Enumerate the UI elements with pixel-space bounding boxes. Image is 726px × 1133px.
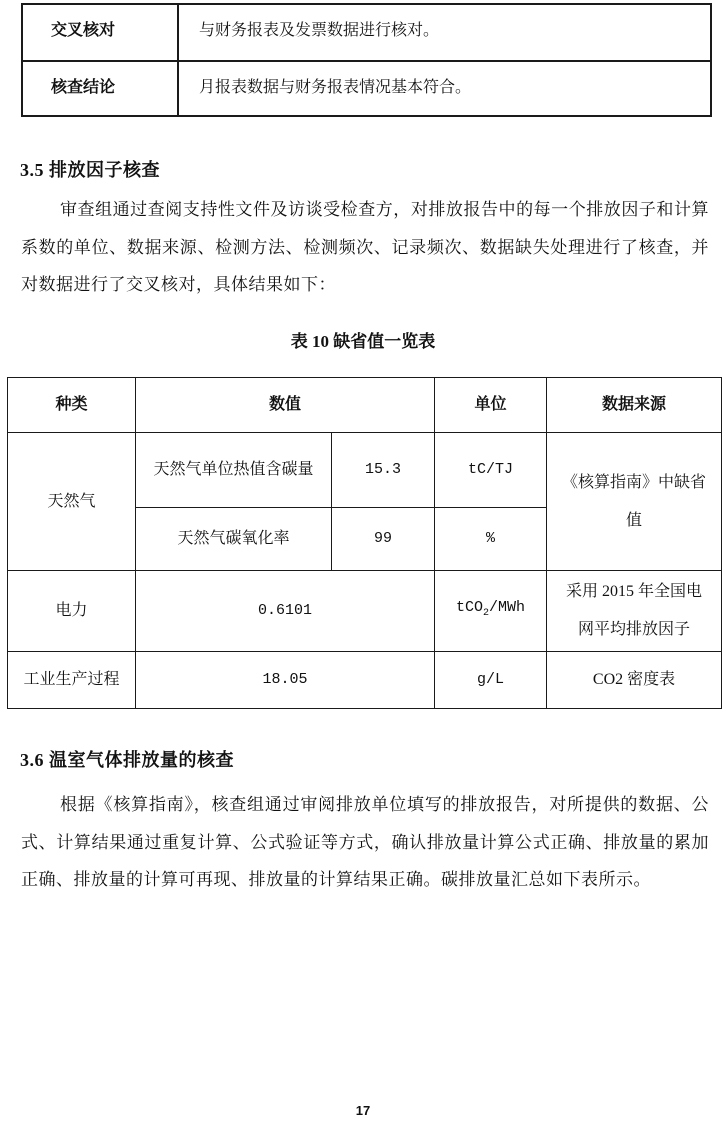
cell-param-value: 15.3 xyxy=(332,433,435,508)
table-header-row xyxy=(8,378,722,433)
cell-source-electricity: 采用 2015 年全国电网平均排放因子 xyxy=(547,571,722,652)
default-values-table xyxy=(7,377,722,709)
table-row xyxy=(22,4,711,61)
header-kind: 种类 xyxy=(8,378,136,433)
header-value: 数值 xyxy=(136,378,435,433)
header-source: 数据来源 xyxy=(547,378,722,433)
cell-param-name: 天然气单位热值含碳量 xyxy=(136,433,332,508)
cell-source-natural-gas: 《核算指南》中缺省值 xyxy=(547,433,722,571)
table-10-title: 表 10 缺省值一览表 xyxy=(290,332,436,351)
table-row-natural-gas-1 xyxy=(8,433,722,508)
cell-kind-electricity: 电力 xyxy=(8,571,136,652)
unit-prefix: tCO xyxy=(455,599,483,616)
row-label-conclusion: 核查结论 xyxy=(22,61,178,116)
cell-kind-natural-gas: 天然气 xyxy=(8,433,136,571)
cell-value-electricity: 0.6101 xyxy=(136,571,435,652)
cell-kind-industrial: 工业生产过程 xyxy=(8,652,136,709)
section-3-6-heading: 3.6 温室气体排放量的核查 xyxy=(20,750,234,770)
cell-param-value: 99 xyxy=(332,508,435,571)
unit-suffix: /MWh xyxy=(489,599,526,616)
cell-unit-industrial: g/L xyxy=(435,652,547,709)
cell-value-industrial: 18.05 xyxy=(136,652,435,709)
section-3-5-heading: 3.5 排放因子核查 xyxy=(20,160,160,180)
header-unit: 单位 xyxy=(435,378,547,433)
unit-subscript: 2 xyxy=(483,608,490,619)
table-row-industrial xyxy=(8,652,722,709)
row-label-cross-check: 交叉核对 xyxy=(22,4,178,61)
cell-unit: % xyxy=(435,508,547,571)
section-3-6-paragraph: 根据《核算指南》，核查组通过审阅排放单位填写的排放报告，对所提供的数据、公式、计算结果通过重复计算、公式验证等方式，确认排放量计算公式正确、排放量的累加正确、排放量的计算可再现、排放量的计算结果正确。碳排放量汇总如下表所示。 xyxy=(21,795,709,889)
row-value-cross-check: 与财务报表及发票数据进行核对。 xyxy=(178,4,711,61)
row-value-conclusion: 月报表数据与财务报表情况基本符合。 xyxy=(178,61,711,116)
cell-param-name: 天然气碳氧化率 xyxy=(136,508,332,571)
cell-unit: tC/TJ xyxy=(435,433,547,508)
cross-check-table xyxy=(21,3,712,117)
cell-source-industrial: CO2 密度表 xyxy=(547,652,722,709)
cell-unit-electricity xyxy=(435,571,547,652)
table-row xyxy=(22,61,711,116)
section-3-5-paragraph: 审查组通过查阅支持性文件及访谈受检查方，对排放报告中的每一个排放因子和计算系数的单位、数据来源、检测方法、检测频次、记录频次、数据缺失处理进行了核查，并对数据进行了交叉核对，具体结果如下： xyxy=(21,200,709,294)
table-row-electricity xyxy=(8,571,722,652)
page-number: 17 xyxy=(355,1103,371,1118)
